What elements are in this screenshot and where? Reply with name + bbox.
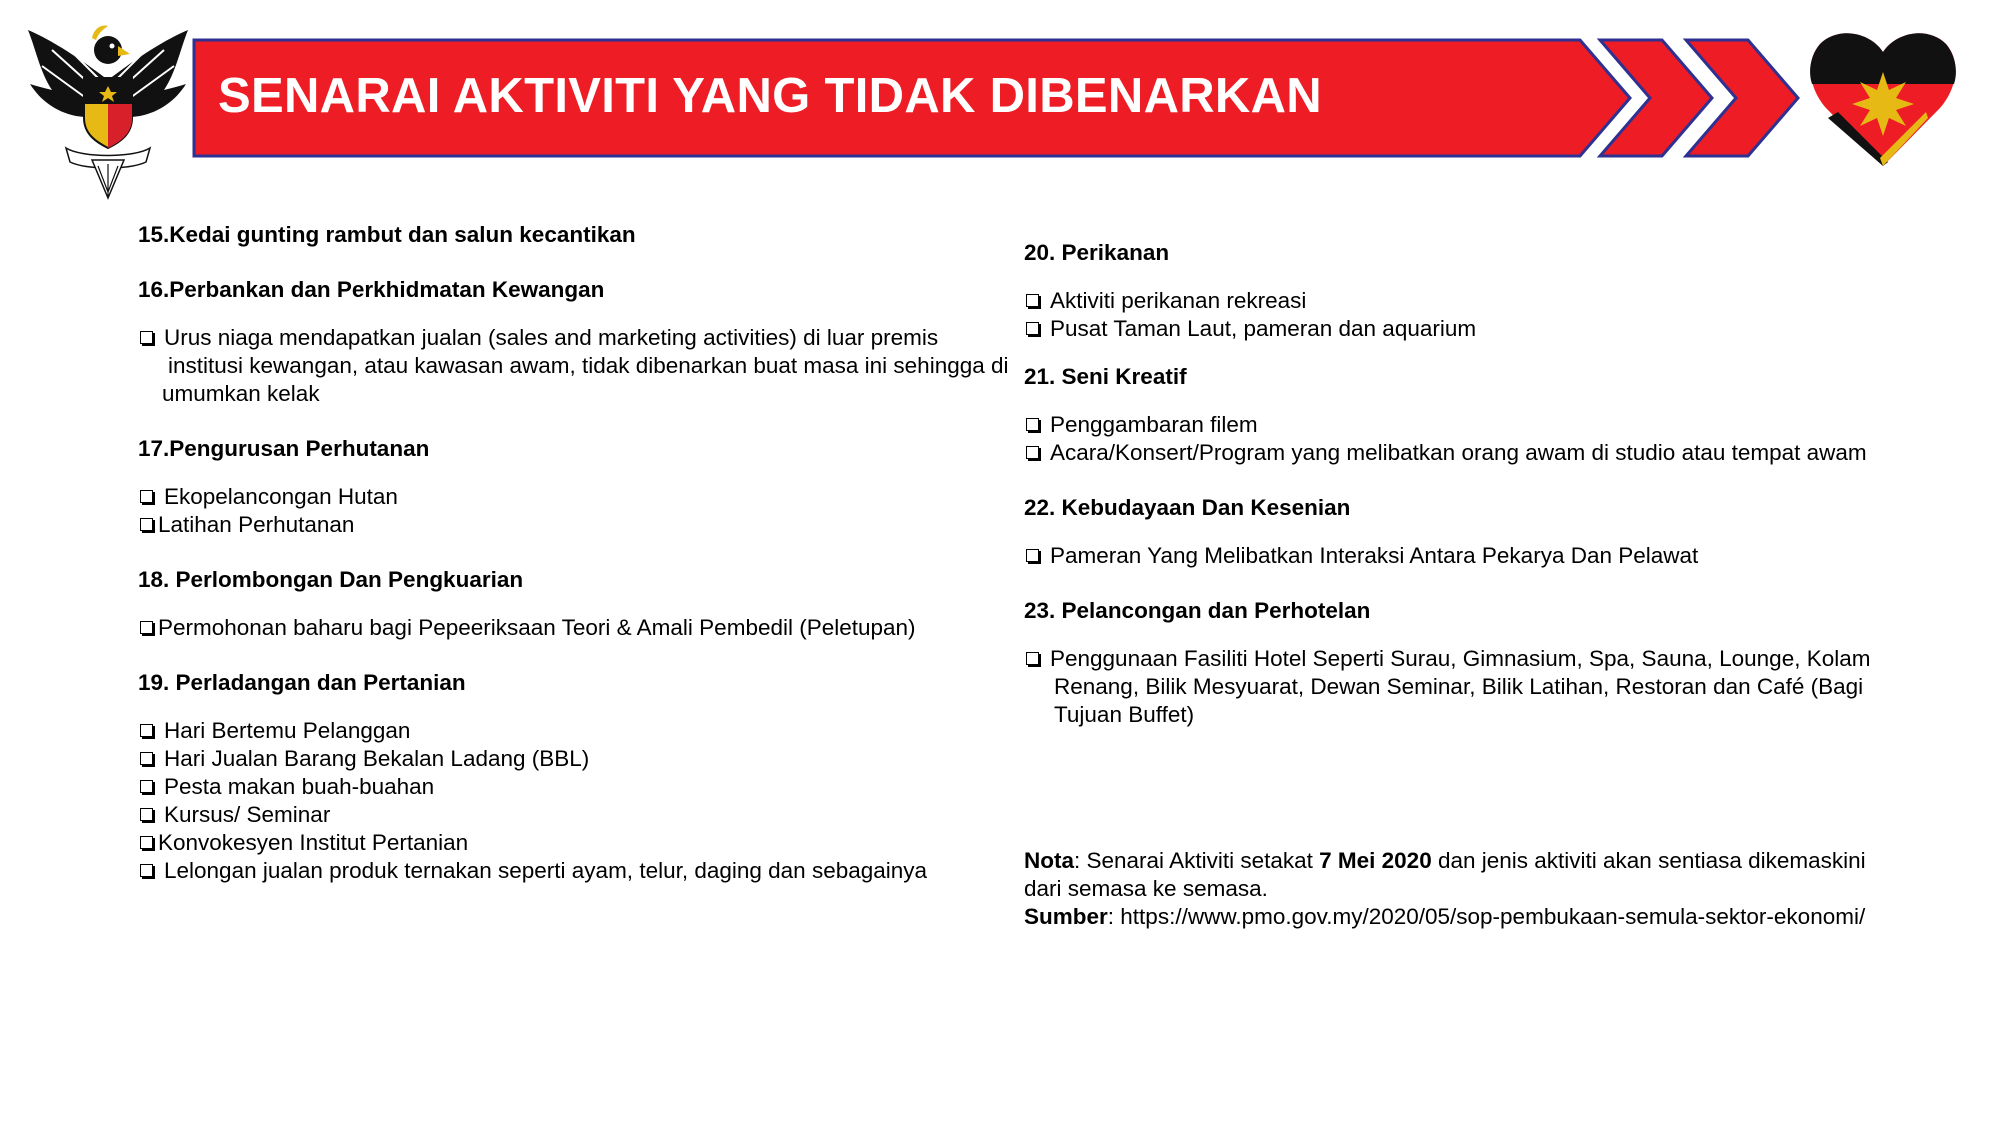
list-item: Lelongan jualan produk ternakan seperti ayam, telur, daging dan sebagainya <box>138 857 1038 885</box>
list-item-continuation: Tujuan Buffet) <box>1054 702 1195 727</box>
left-column <box>138 221 1038 885</box>
section-20-heading: 20. Perikanan <box>1024 240 1170 265</box>
section-17-heading: 17.Pengurusan Perhutanan <box>138 436 430 461</box>
note-date: 7 Mei 2020 <box>1319 848 1432 873</box>
note-label: Nota <box>1024 848 1074 873</box>
section-18-heading: 18. Perlombongan Dan Pengkuarian <box>138 567 524 592</box>
checkbox-bullet-icon <box>140 752 153 765</box>
list-item: Pameran Yang Melibatkan Interaksi Antara Pekarya Dan Pelawat <box>1024 542 1964 570</box>
list-item: Penggambaran filem <box>1024 411 1964 439</box>
right-column <box>1024 239 1964 729</box>
note-line: Nota: Senarai Aktiviti setakat 7 Mei 2020 dan jenis aktiviti akan sentiasa dikemaskini <box>1024 848 1866 873</box>
checkbox-bullet-icon <box>140 724 153 737</box>
section-19-heading: 19. Perladangan dan Pertanian <box>138 670 466 695</box>
list-item: Permohonan baharu bagi Pepeeriksaan Teori & Amali Pembedil (Peletupan) <box>138 614 1038 642</box>
sarawak-heart-logo <box>1808 28 1958 174</box>
list-item-continuation: Renang, Bilik Mesyuarat, Dewan Seminar, Bilik Latihan, Restoran dan Café (Bagi <box>1054 674 1864 699</box>
list-item-continuation: institusi kewangan, atau kawasan awam, tidak dibenarkan buat masa ini sehingga di <box>168 353 1009 378</box>
list-item: Ekopelancongan Hutan <box>138 483 1038 511</box>
list-item: Hari Jualan Barang Bekalan Ladang (BBL) <box>138 745 1038 773</box>
section-21-heading: 21. Seni Kreatif <box>1024 364 1187 389</box>
source-line <box>1024 903 1974 931</box>
checkbox-bullet-icon <box>140 331 153 344</box>
checkbox-bullet-icon <box>1026 418 1039 431</box>
checkbox-bullet-icon <box>140 808 153 821</box>
checkbox-bullet-icon <box>1026 549 1039 562</box>
checkbox-bullet-icon <box>140 864 153 877</box>
checkbox-bullet-icon <box>140 836 153 849</box>
source-label: Sumber <box>1024 904 1108 929</box>
section-23-heading: 23. Pelancongan dan Perhotelan <box>1024 598 1371 623</box>
checkbox-bullet-icon <box>1026 652 1039 665</box>
source-url: : https://www.pmo.gov.my/2020/05/sop-pembukaan-semula-sektor-ekonomi/ <box>1107 904 1866 929</box>
section-15-heading: 15.Kedai gunting rambut dan salun kecantikan <box>138 222 636 247</box>
list-item: Acara/Konsert/Program yang melibatkan orang awam di studio atau tempat awam <box>1024 439 1964 467</box>
list-item: Pesta makan buah-buahan <box>138 773 1038 801</box>
list-item: Kursus/ Seminar <box>138 801 1038 829</box>
list-item: Latihan Perhutanan <box>138 511 1038 539</box>
checkbox-bullet-icon <box>1026 322 1039 335</box>
checkbox-bullet-icon <box>140 518 153 531</box>
sarawak-coat-of-arms-logo <box>22 20 194 200</box>
section-22-heading: 22. Kebudayaan Dan Kesenian <box>1024 495 1351 520</box>
page-title: SENARAI AKTIVITI YANG TIDAK DIBENARKAN <box>218 69 1322 123</box>
checkbox-bullet-icon <box>1026 446 1039 459</box>
list-item: Konvokesyen Institut Pertanian <box>138 829 1038 857</box>
list-item: Aktiviti perikanan rekreasi <box>1024 287 1964 315</box>
list-item: Hari Bertemu Pelanggan <box>138 717 1038 745</box>
list-item: Pusat Taman Laut, pameran dan aquarium <box>1024 315 1964 343</box>
note-line-2: dari semasa ke semasa. <box>1024 876 1268 901</box>
list-item: Penggunaan Fasiliti Hotel Seperti Surau, Gimnasium, Spa, Sauna, Lounge, Kolam <box>1024 645 1964 673</box>
list-item-continuation: umumkan kelak <box>162 381 320 406</box>
checkbox-bullet-icon <box>140 621 153 634</box>
checkbox-bullet-icon <box>140 780 153 793</box>
note-block <box>1024 847 1974 931</box>
section-16-heading: 16.Perbankan dan Perkhidmatan Kewangan <box>138 277 605 302</box>
checkbox-bullet-icon <box>1026 294 1039 307</box>
list-item: Urus niaga mendapatkan jualan (sales and marketing activities) di luar premis <box>138 324 1038 352</box>
checkbox-bullet-icon <box>140 490 153 503</box>
